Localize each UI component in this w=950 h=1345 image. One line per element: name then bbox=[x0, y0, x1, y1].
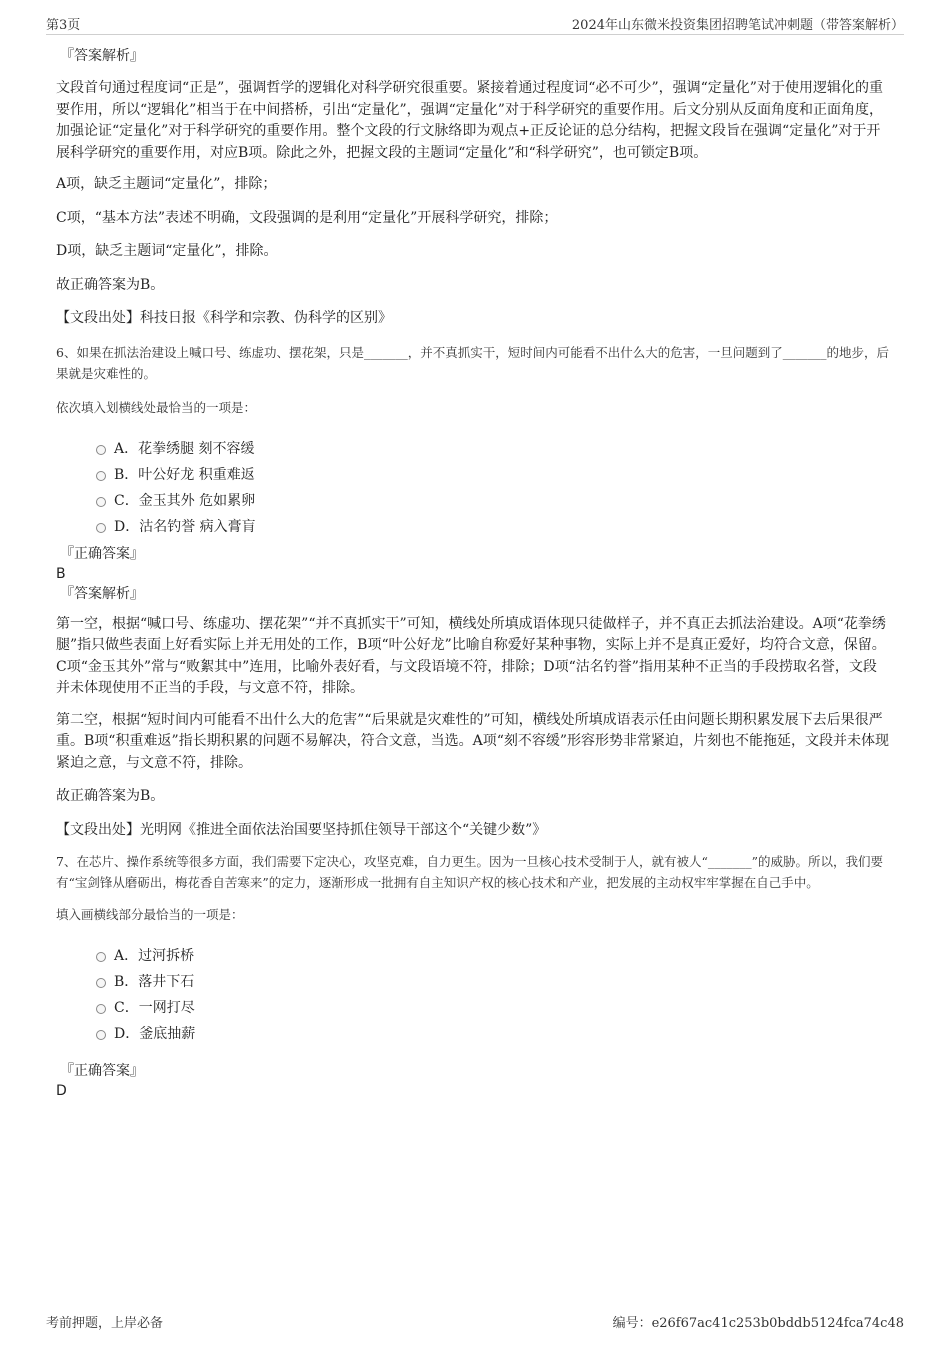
radio-icon[interactable] bbox=[96, 1030, 106, 1040]
analysis-option-c: C项，“基本方法”表述不明确，文段强调的是利用“定量化”开展科学研究，排除； bbox=[56, 209, 558, 226]
option-d[interactable]: D．沽名钓誉 病入膏肓 bbox=[96, 514, 890, 540]
radio-icon[interactable] bbox=[96, 523, 106, 533]
page-header bbox=[46, 14, 904, 35]
option-a[interactable]: A．过河拆桥 bbox=[96, 943, 890, 969]
question-6-options bbox=[56, 436, 890, 540]
option-c[interactable]: C．金玉其外 危如累卵 bbox=[96, 488, 890, 514]
option-a[interactable]: A．花拳绣腿 刻不容缓 bbox=[96, 436, 890, 462]
question-7: 7、在芯片、操作系统等很多方面，我们需要下定决心，攻坚克难，自力更生。因为一旦核心技术受制于人，就有被人“_______”的威胁。所以，我们要有“宝剑锋从磨砺出，梅花香自苦寒来”的定力，逐渐形成一批拥有自主知识产权的核心技术和产业，把发展的主动权牢牢掌握在自己手中。 bbox=[56, 854, 883, 890]
analysis-paragraph-2: 第二空，根据“短时间内可能看不出什么大的危害”“后果就是灾难性的”可知，横线处所填成语表示任由问题长期积累发展下去后果很严重。B项“积重难返”指长期积累的问题不易解决，符合文意，当选。A项“刻不容缓”形容形势非常紧迫，片刻也不能拖延，文段并未体现紧迫之意，与文意不符，排除。 bbox=[56, 711, 890, 771]
footer-slogan: 考前押题，上岸必备 bbox=[46, 1316, 164, 1331]
option-b[interactable]: B．落井下石 bbox=[96, 969, 890, 995]
correct-answer: D bbox=[56, 1083, 67, 1099]
correct-answer-label: 『正确答案』 bbox=[60, 545, 144, 562]
page-footer bbox=[46, 1312, 904, 1332]
analysis-label: 『答案解析』 bbox=[60, 48, 144, 64]
radio-icon[interactable] bbox=[96, 978, 106, 988]
document-body bbox=[56, 46, 890, 1101]
document-code: 编号：e26f67ac41c253b0bddb5124fca74c48 bbox=[612, 1316, 904, 1331]
radio-icon[interactable] bbox=[96, 1004, 106, 1014]
document-title: 2024年山东微米投资集团招聘笔试冲刺题（带答案解析） bbox=[571, 18, 904, 33]
page-number: 第3页 bbox=[46, 18, 81, 33]
question-7-options bbox=[56, 943, 890, 1047]
analysis-paragraph: 文段首句通过程度词“正是”，强调哲学的逻辑化对科学研究很重要。紧接着通过程度词“必不可少”，强调“定量化”对于使用逻辑化的重要作用，所以“逻辑化”相当于在中间搭桥，引出“定量化”，强调“定量化”对于科学研究的重要作用。后文分别从反面角度和正面角度，加强论证“定量化”对于科学研究的重要作用。整个文段的行文脉络即为观点+正反论证的总分结构，把握文段旨在强调“定量化”对于开展科学研究的重要作用，对应B项。除此之外，把握文段的主题词“定量化”和“科学研究”，也可锁定B项。 bbox=[56, 80, 883, 161]
question-7-instruction: 填入画横线部分最恰当的一项是： bbox=[56, 907, 244, 922]
question-6-instruction: 依次填入划横线处最恰当的一项是： bbox=[56, 399, 257, 415]
radio-icon[interactable] bbox=[96, 471, 106, 481]
analysis-conclusion: 故正确答案为B。 bbox=[56, 276, 165, 293]
radio-icon[interactable] bbox=[96, 497, 106, 507]
option-b[interactable]: B．叶公好龙 积重难返 bbox=[96, 462, 890, 488]
analysis-label: 『答案解析』 bbox=[60, 585, 144, 602]
correct-answer-label: 『正确答案』 bbox=[60, 1063, 144, 1079]
radio-icon[interactable] bbox=[96, 445, 106, 455]
analysis-option-a: A项，缺乏主题词“定量化”，排除； bbox=[56, 176, 277, 192]
passage-source: 【文段出处】光明网《推进全面依法治国要坚持抓住领导干部这个“关键少数”》 bbox=[56, 821, 547, 838]
question-6: 6、如果在抓法治建设上喊口号、练虚功、摆花架，只是_______，并不真抓实干，短时间内可能看不出什么大的危害，一旦问题到了_______的地步，后果就是灾难性的。 bbox=[56, 344, 889, 381]
analysis-conclusion: 故正确答案为B。 bbox=[56, 788, 165, 804]
passage-source: 【文段出处】科技日报《科学和宗教、伪科学的区别》 bbox=[56, 310, 392, 326]
option-c[interactable]: C．一网打尽 bbox=[96, 995, 890, 1021]
analysis-paragraph-1: 第一空，根据“喊口号、练虚功、摆花架”“并不真抓实干”可知，横线处所填成语体现只徒做样子，并不真正去抓法治建设。A项“花拳绣腿”指只做些表面上好看实际上并无用处的工作，B项“叶公好龙”比喻自称爱好某种事物，实际上并不是真正爱好，均符合文意，保留。C项“金玉其外”常与“败絮其中”连用，比喻外表好看，与文段语境不符，排除；D项“沽名钓誉”指用某种不正当的手段捞取名誉，文段并未体现使用不正当的手段，与文意不符，排除。 bbox=[56, 615, 886, 696]
analysis-option-d: D项，缺乏主题词“定量化”，排除。 bbox=[56, 243, 278, 259]
radio-icon[interactable] bbox=[96, 952, 106, 962]
correct-answer: B bbox=[56, 565, 66, 582]
option-d[interactable]: D．釜底抽薪 bbox=[96, 1021, 890, 1047]
